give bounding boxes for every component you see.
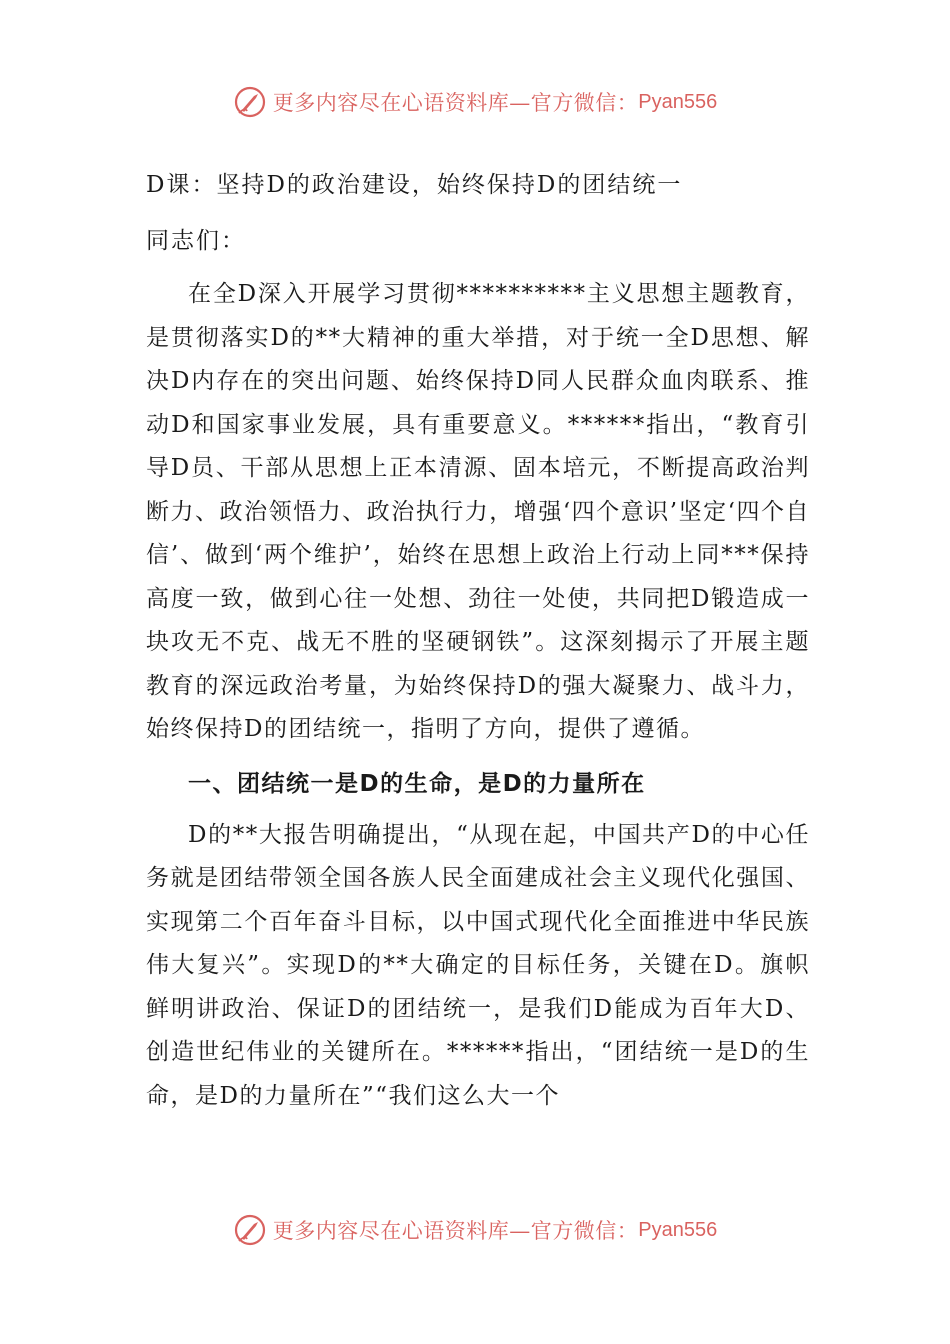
footer-banner [0, 1210, 950, 1250]
paragraph-section-1: D的**大报告明确提出，“从现在起，中国共产D的中心任务就是团结带领全国各族人民全面建成社会主义现代化强国、实现第二个百年奋斗目标，以中国式现代化全面推进中华民族伟大复兴”。实现D的**大确定的目标任务，关键在D。旗帜鲜明讲政治、保证D的团结统一，是我们D能成为百年大D、创造世纪伟业的关键所在。******指出，“团结统一是D的生命，是D的力量所在”“我们这么大一个 [146, 821, 810, 1109]
greeting: 同志们： [146, 228, 246, 254]
document-body [146, 163, 810, 1118]
banner-wechat-id: Pyan556 [638, 90, 718, 113]
banner-text: 更多内容尽在心语资料库—官方微信： [272, 1219, 639, 1243]
paragraph-intro: 在全D深入开展学习贯彻**********主义思想主题教育，是贯彻落实D的**大精神的重大举措，对于统一全D思想、解决D内存在的突出问题、始终保持D同人民群众血肉联系、推动D和国家事业发展，具有重要意义。******指出，“教育引导D员、干部从思想上正本清源、固本培元，不断提高政治判断力、政治领悟力、政治执行力，增强‘四个意识’坚定‘四个自信’、做到‘两个维护’，始终在思想上政治上行动上同***保持高度一致，做到心往一处想、劲往一处使，共同把D锻造成一块攻无不克、战无不胜的坚硬钢铁”。这深刻揭示了开展主题教育的深远政治考量，为始终保持D的强大凝聚力、战斗力，始终保持D的团结统一，指明了方向，提供了遵循。 [146, 281, 810, 742]
header-banner [0, 82, 950, 122]
banner-text: 更多内容尽在心语资料库—官方微信： [272, 91, 639, 115]
pen-nib-icon [233, 1213, 267, 1247]
section-heading-1: 一、团结统一是D的生命，是D的力量所在 [188, 770, 646, 797]
document-title: D课：坚持D的政治建设，始终保持D的团结统一 [146, 172, 683, 198]
banner-wechat-id: Pyan556 [638, 1218, 718, 1241]
pen-nib-icon [233, 85, 267, 119]
